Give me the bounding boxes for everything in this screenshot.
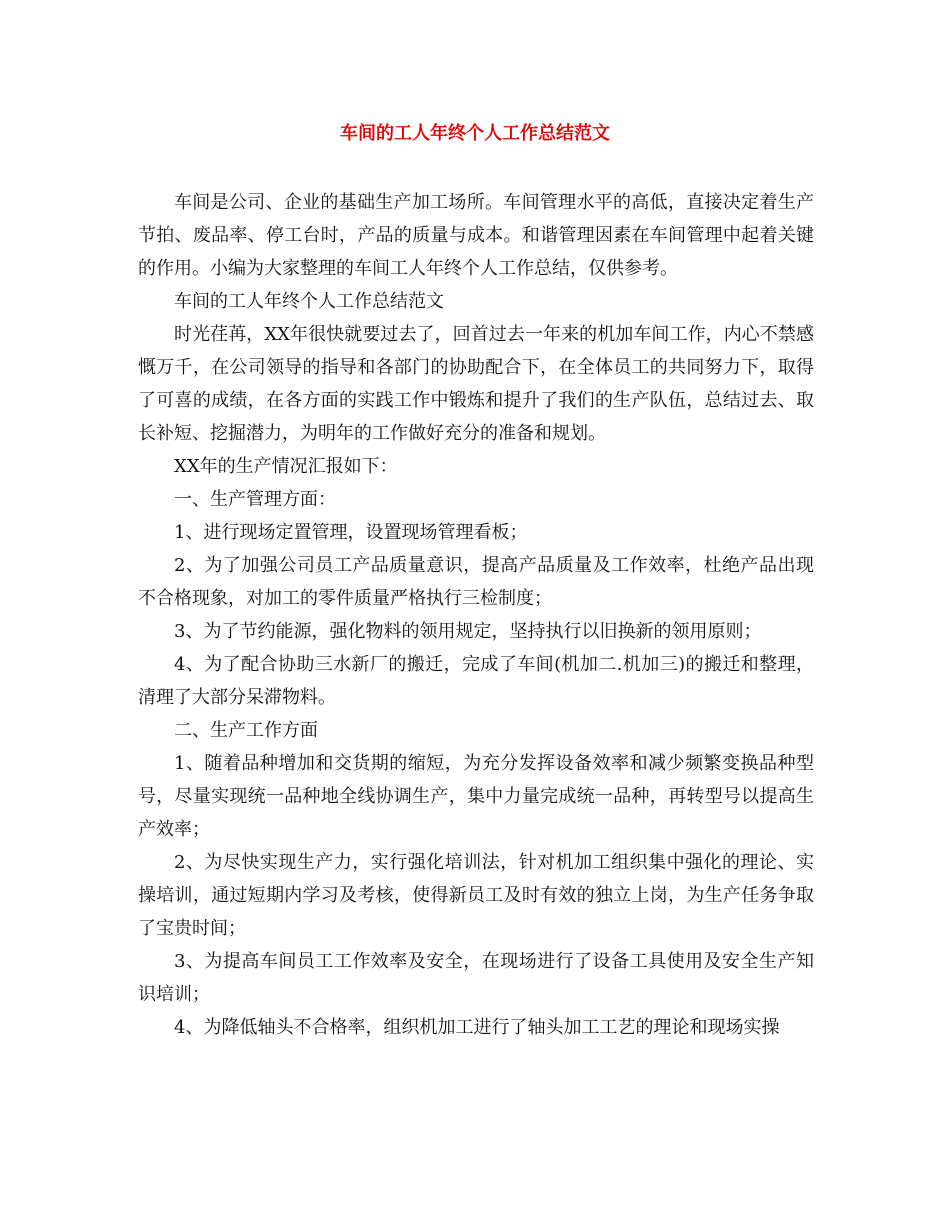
list-item: 2、为了加强公司员工产品质量意识，提高产品质量及工作效率，杜绝产品出现不合格现象，对加工的零件质量严格执行三检制度； bbox=[138, 555, 814, 609]
document-title: 车间的工人年终个人工作总结范文 bbox=[340, 123, 610, 144]
paragraph-summary: 时光荏苒，XX年很快就要过去了，回首过去一年来的机加车间工作，内心不禁感慨万千，在公司领导的指导和各部门的协助配合下，在全体员工的共同努力下，取得了可喜的成绩，在各方面的实践工作中锻炼和提升了我们的生产队伍，总结过去、取长补短、挖掘潜力，为明年的工作做好充分的准备和规划。 bbox=[138, 324, 814, 444]
section-heading-management: 一、生产管理方面： bbox=[174, 489, 336, 510]
list-item: 3、为了节约能源，强化物料的领用规定，坚持执行以旧换新的领用原则； bbox=[174, 621, 762, 642]
list-item: 1、进行现场定置管理，设置现场管理看板； bbox=[174, 522, 528, 543]
document-body bbox=[138, 186, 814, 1044]
list-item: 2、为尽快实现生产力，实行强化培训法，针对机加工组织集中强化的理论、实操培训，通过短期内学习及考核，使得新员工及时有效的独立上岗，为生产任务争取了宝贵时间； bbox=[138, 852, 814, 939]
paragraph-report-lead: XX年的生产情况汇报如下： bbox=[174, 456, 398, 477]
list-item: 1、随着品种增加和交货期的缩短，为充分发挥设备效率和减少频繁变换品种型号，尽量实现统一品种地全线协调生产，集中力量完成统一品种，再转型号以提高生产效率； bbox=[138, 753, 814, 840]
list-item: 3、为提高车间员工工作效率及安全，在现场进行了设备工具使用及安全生产知识培训； bbox=[138, 951, 814, 1005]
list-item: 4、为了配合协助三水新厂的搬迁，完成了车间(机加二.机加三)的搬迁和整理，清理了大部分呆滞物料。 bbox=[138, 654, 814, 708]
paragraph-intro: 车间是公司、企业的基础生产加工场所。车间管理水平的高低，直接决定着生产节拍、废品率、停工台时，产品的质量与成本。和谐管理因素在车间管理中起着关键的作用。小编为大家整理的车间工人年终个人工作总结，仅供参考。 bbox=[138, 192, 814, 279]
list-item: 4、为降低轴头不合格率，组织机加工进行了轴头加工工艺的理论和现场实操 bbox=[174, 1017, 780, 1038]
paragraph-subtitle: 车间的工人年终个人工作总结范文 bbox=[174, 291, 444, 312]
section-heading-production: 二、生产工作方面 bbox=[174, 720, 318, 741]
